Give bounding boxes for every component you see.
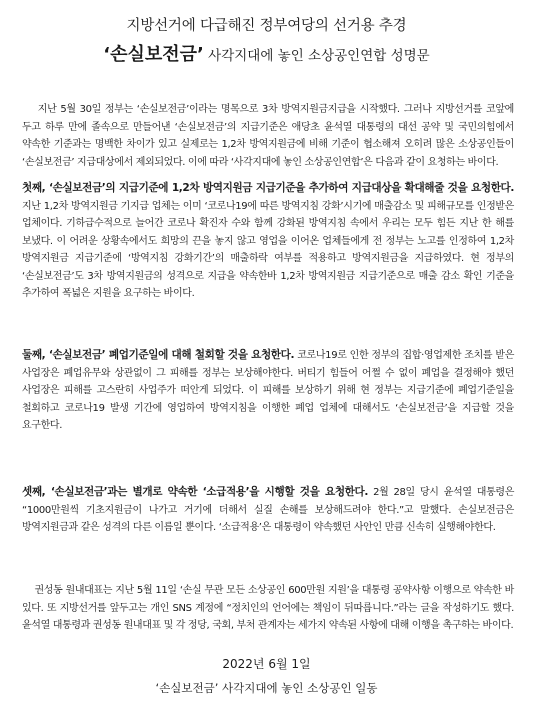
closing-text: 권성동 원내대표는 지난 5월 11일 ‘손실 무관 모든 소상공인 600만원 지원’을 대통령 공약사항 이행으로 약속한 바 있다. 또 지방선거를 앞두고는 개인 SNS 계정에 “정치인의 언어에는 책임이 뒤따릅니다.”라는 글을 작성하기도 했다. 윤석열 대통령과 권성동 원내대표 및 각 정당, 국회, 부처 관계자는 세가지 약속된 사항에 대해 이행을 촉구하는 바이다. (22, 585, 514, 631)
third-demand-paragraph (22, 484, 514, 537)
third-demand-text: 2월 28일 당시 윤석열 대통령은 “1000만원씩 기초지원금이 나가고 거기에 더해서 실질 손해를 보상해드려야 한다.”고 말했다. 손실보전금은 방역지원금과 같은 성격의 다른 이름일 뿐이다. ‘소급적용’은 대통령이 약속했던 사안인 만큼 신속히 실행해야한다. (22, 487, 515, 533)
second-demand-heading: 둘째, ‘손실보전금’ 폐업기준일에 대해 철회할 것을 요청한다. (22, 349, 295, 361)
third-demand-heading: 셋째, ‘손실보전금’과는 별개로 약속한 ‘소급적용’을 시행할 것을 요청한다. (22, 486, 368, 498)
closing-paragraph (22, 582, 514, 635)
subtitle-text: 사각지대에 놓인 소상공인연합 성명문 (203, 48, 430, 64)
first-demand-text: 지난 1,2차 방역지원금 기지급 업체는 이미 ‘코로나19에 따른 방역지침 강화’시기에 매출감소 및 피해규모를 인정받은 업체이다. 기하급수적으로 늘어간 코로나 확진자 수와 함께 강화된 방역지침 속에서 우리는 모두 힘든 지난 한 해를 보냈다. 이 어려운 상황속에서도 희망의 끈을 놓지 않고 영업을 이어온 업체들에게 전 정부는 노고를 인정하여 1,2차 방역지원금 지급기준에 ‘방역지침 강화기간’의 매출하락 여부를 적용하고 방역지원금을 지급하였다. 현 정부의 ‘손실보전금’도 3차 방역지원금의 성격으로 지급을 약속한바 1,2차 방역지원금 지급기준으로 매출 감소 확인 기준을 추가하여 폭넓은 지원을 요구하는 바이다. (22, 200, 514, 299)
second-demand-paragraph (22, 347, 514, 435)
page-subtitle (0, 40, 533, 66)
first-demand-heading: 첫째, ‘손실보전금’의 지급기준에 1,2차 방역지원금 지급기준을 추가하여 지급대상을 확대해줄 것을 요청한다. (22, 182, 514, 194)
page-title: 지방선거에 다급해진 정부여당의 선거용 추경 (126, 18, 407, 34)
intro-text: 지난 5월 30일 정부는 ‘손실보전금’이라는 명목으로 3차 방역지원금지급을 시작했다. 그러나 지방선거를 코앞에 두고 하루 만에 졸속으로 만들어낸 ‘손실보전금’의 지급기준은 애당초 윤석열 대통령의 대선 공약 및 국민의힘에서 약속한 기준과는 명백한 차이가 있고 실제로는 1,2차 방역지원금에 비해 기준이 협소해져 오히려 많은 소상공인들이 ‘손실보전금’ 지급대상에서 제외되었다. 이에 따라 ‘사각지대에 놓인 소상공인연합’은 다음과 같이 요청하는 바이다. (22, 104, 514, 168)
intro-paragraph (22, 101, 514, 171)
subtitle-keyword: ‘손실보전금’ (103, 44, 204, 65)
signature-line: ‘손실보전금’ 사각지대에 놓인 소상공인 일동 (155, 681, 378, 695)
first-demand-paragraph (22, 180, 514, 303)
statement-date: 2022년 6월 1일 (222, 657, 311, 671)
second-demand-text: 코로나19로 인한 정부의 집합·영업제한 조치를 받은 사업장은 폐업유무와 상관없이 그 피해를 정부는 보상해야한다. 버티기 힘들어 어쩔 수 없이 폐업을 결정해야 했던 사업장은 피해를 고스란히 사업주가 떠안게 되었다. 이 피해를 보상하기 위해 현 정부는 지급기준에 폐업기준일을 철회하고 코로나19 발생 기간에 영업하여 방역지침을 이행한 폐업 업체에 대해서도 ‘손실보전금’을 지급할 것을 요구한다. (22, 350, 515, 431)
